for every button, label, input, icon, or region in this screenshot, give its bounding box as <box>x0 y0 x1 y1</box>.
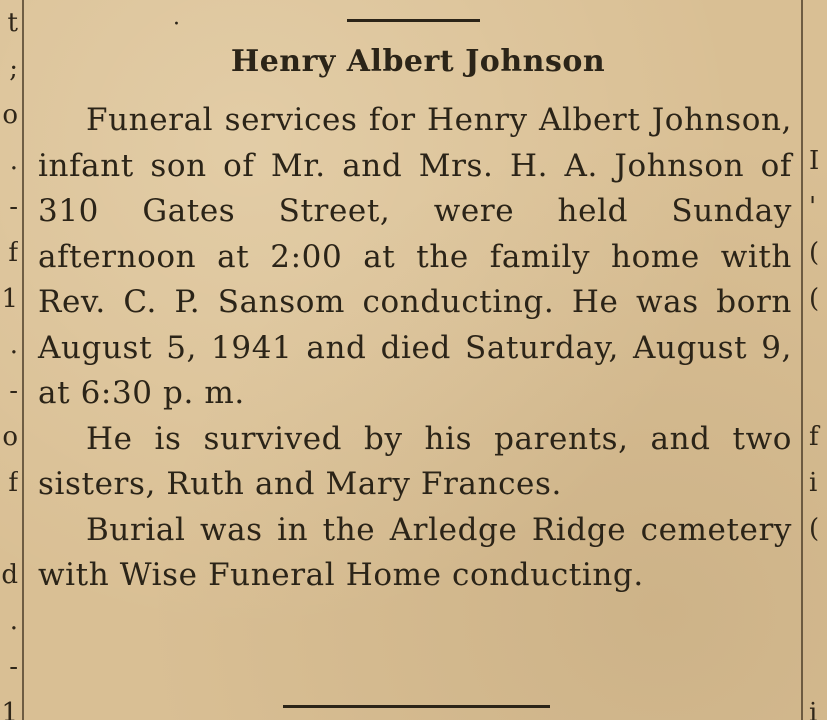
edge-char <box>809 368 827 414</box>
edge-char: ( <box>809 238 820 268</box>
edge-char <box>809 322 827 368</box>
edge-char: i <box>809 468 818 498</box>
edge-char: . <box>9 606 18 636</box>
edge-char: ; <box>9 54 18 84</box>
edge-char: ( <box>809 284 820 314</box>
edge-char: 1 <box>1 284 18 314</box>
article-body <box>38 98 792 599</box>
article-headline: Henry Albert Johnson <box>230 44 606 79</box>
article-paragraph: Burial was in the Arledge Ridge cemetery with Wise Funeral Home conducting. <box>38 511 792 593</box>
edge-char <box>809 552 827 598</box>
edge-char: . <box>9 330 18 360</box>
edge-char: - <box>9 192 18 222</box>
edge-char: f <box>8 468 18 498</box>
edge-char: i <box>809 698 818 720</box>
edge-char: I <box>809 146 820 176</box>
edge-char: - <box>9 376 18 406</box>
edge-char: 1 <box>1 698 18 720</box>
edge-char: o <box>2 422 18 452</box>
right-column-edge-text <box>809 0 827 720</box>
edge-char: t <box>7 8 18 38</box>
edge-char: . <box>9 146 18 176</box>
edge-char: ' <box>809 192 817 222</box>
edge-char: ( <box>809 514 820 544</box>
edge-char: - <box>9 652 18 682</box>
right-column-rule <box>801 0 803 720</box>
left-column-rule <box>22 0 24 720</box>
article-paragraph: He is survived by his parents, and two sisters, Ruth and Mary Frances. <box>38 420 792 502</box>
edge-char: f <box>809 422 819 452</box>
edge-char <box>0 506 18 552</box>
edge-char: f <box>8 238 18 268</box>
edge-char <box>809 644 827 690</box>
edge-char <box>809 0 827 46</box>
edge-char <box>809 46 827 92</box>
edge-char: d <box>1 560 18 590</box>
ink-speck: · <box>173 12 180 37</box>
edge-char <box>809 92 827 138</box>
edge-char: o <box>2 100 18 130</box>
bottom-rule <box>283 705 550 708</box>
top-rule <box>347 19 480 22</box>
article-paragraph: Funeral services for Henry Albert Johnson, infant son of Mr. and Mrs. H. A. Johnson of 310 Gates Street, were held Sunday afternoon at 2:00 at the family home with Rev. C. P. Sansom conducting. He was born August 5, 1941 and died Saturday, August 9, at 6:30 p. m. <box>38 102 792 411</box>
edge-char <box>809 598 827 644</box>
left-column-edge-text <box>0 0 18 720</box>
